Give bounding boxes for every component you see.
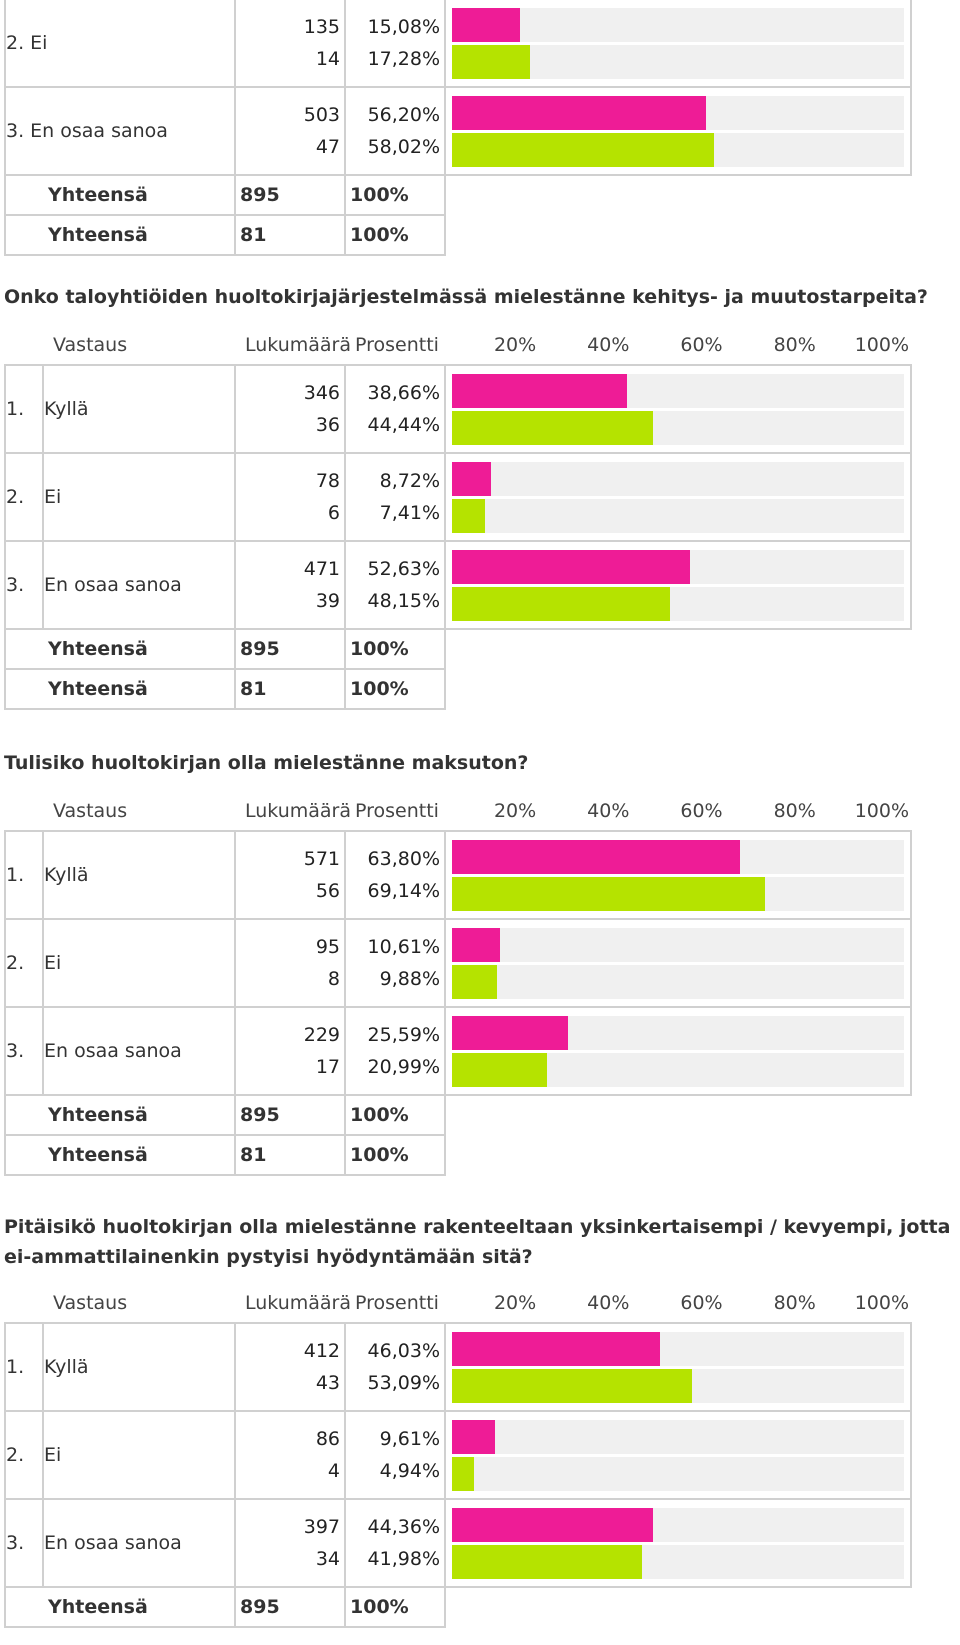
- bar-track: [452, 1457, 904, 1491]
- answer-number: 1.: [5, 1323, 43, 1411]
- bar-series-a: [452, 8, 520, 42]
- survey-table-2: [4, 792, 912, 1176]
- tick-label: 20%: [493, 334, 537, 356]
- percent-a: 10,61%: [367, 936, 440, 958]
- percent-a: 38,66%: [367, 382, 440, 404]
- header-lukumaara: Lukumäärä: [245, 334, 352, 356]
- count-b: 14: [315, 48, 341, 70]
- answer-label: Kyllä: [43, 1323, 235, 1411]
- bar-track: [452, 1545, 904, 1579]
- answer-number: 1.: [5, 365, 43, 453]
- count-a: 135: [303, 16, 341, 38]
- bar-series-a: [452, 1508, 653, 1542]
- table-header: [5, 326, 911, 365]
- answer-number: 3.: [5, 541, 43, 629]
- total-count: 895: [235, 1095, 345, 1135]
- total-label: Yhteensä: [5, 1587, 235, 1627]
- count-a: 78: [315, 470, 340, 492]
- bar-series-b: [452, 1457, 474, 1491]
- total-percent: 100%: [345, 629, 445, 669]
- bar-series-b: [452, 587, 670, 621]
- percent-a: 52,63%: [367, 558, 440, 580]
- bar-series-b: [452, 1369, 692, 1403]
- percent-a: 8,72%: [379, 470, 440, 492]
- bar-series-a: [452, 1016, 568, 1050]
- answer-row: [5, 87, 911, 175]
- total-percent: 100%: [345, 1135, 445, 1175]
- count-b: 43: [315, 1372, 340, 1394]
- total-row: [5, 629, 911, 669]
- count-b: 17: [315, 1056, 340, 1078]
- tick-label: 100%: [854, 334, 910, 356]
- question-title: Tulisiko huoltokirjan olla mielestänne maksuton?: [4, 752, 529, 774]
- answer-label: Ei: [43, 1411, 235, 1499]
- answer-number: 3.: [5, 1007, 43, 1095]
- bar-track: [452, 1420, 904, 1454]
- table-header: [5, 1284, 911, 1323]
- bar-series-a: [452, 840, 740, 874]
- tick-label: 20%: [493, 800, 537, 822]
- total-row: [5, 1587, 911, 1627]
- count-b: 8: [327, 968, 340, 990]
- bar-track: [452, 587, 904, 621]
- total-label: Yhteensä: [5, 175, 235, 215]
- tick-label: 60%: [680, 1292, 723, 1314]
- table-header: [5, 792, 911, 831]
- tick-label: 100%: [854, 1292, 910, 1314]
- bar-track: [452, 550, 904, 584]
- bar-series-b: [452, 133, 714, 167]
- total-row: [5, 1135, 911, 1175]
- count-b: 39: [315, 590, 340, 612]
- count-a: 229: [303, 1024, 340, 1046]
- percent-a: 44,36%: [367, 1516, 440, 1538]
- percent-a: 46,03%: [367, 1340, 440, 1362]
- total-count: 895: [235, 629, 345, 669]
- total-count: 81: [235, 1135, 345, 1175]
- bar-series-b: [452, 411, 653, 445]
- percent-b: 44,44%: [367, 414, 440, 436]
- header-prosentti: Prosentti: [355, 1292, 439, 1314]
- bar-track: [452, 462, 904, 496]
- bar-series-a: [452, 1332, 660, 1366]
- answer-row: [5, 453, 911, 541]
- count-b: 6: [327, 502, 340, 524]
- answer-row: [5, 0, 911, 87]
- bar-series-a: [452, 550, 690, 584]
- bar-track: [452, 877, 904, 911]
- header-lukumaara: Lukumäärä: [245, 800, 352, 822]
- bar-series-a: [452, 374, 627, 408]
- answer-label: En osaa sanoa: [43, 1007, 235, 1095]
- percent-b: 53,09%: [367, 1372, 440, 1394]
- total-count: 81: [235, 669, 345, 709]
- header-prosentti: Prosentti: [355, 334, 439, 356]
- bar-track: [452, 1053, 904, 1087]
- survey-table-1: [4, 326, 912, 710]
- scale-ticks: [445, 792, 911, 830]
- count-b: 36: [315, 414, 340, 436]
- bar-track: [452, 840, 904, 874]
- percent-a: 56,20%: [367, 104, 441, 126]
- answer-row: [5, 919, 911, 1007]
- bar-series-b: [452, 499, 485, 533]
- total-percent: 100%: [345, 669, 445, 709]
- percent-b: 69,14%: [367, 880, 440, 902]
- total-percent: 100%: [345, 215, 445, 255]
- tick-label: 60%: [680, 800, 723, 822]
- tick-label: 40%: [587, 1292, 630, 1314]
- count-a: 346: [303, 382, 340, 404]
- tick-label: 60%: [680, 334, 723, 356]
- tick-label: 80%: [773, 1292, 816, 1314]
- bar-track: [452, 1369, 904, 1403]
- total-label: Yhteensä: [5, 215, 235, 255]
- answer-number: 1.: [5, 831, 43, 919]
- bar-track: [452, 45, 904, 79]
- question-title: Pitäisikö huoltokirjan olla mielestänne rakenteeltaan yksinkertaisempi / kevyempi, jotta ei-ammattilainenkin pystyisi hyödyntämään sitä?: [4, 1216, 951, 1268]
- total-row: [5, 215, 911, 255]
- bar-track: [452, 1332, 904, 1366]
- bar-series-a: [452, 928, 500, 962]
- count-b: 47: [315, 136, 341, 158]
- answer-label: 3. En osaa sanoa: [5, 87, 235, 175]
- header-lukumaara: Lukumäärä: [245, 1292, 352, 1314]
- answer-label: Kyllä: [43, 365, 235, 453]
- survey-table-0: [4, 0, 912, 256]
- answer-row: [5, 831, 911, 919]
- total-label: Yhteensä: [5, 1135, 235, 1175]
- bar-track: [452, 411, 904, 445]
- answer-label: 2. Ei: [5, 0, 235, 87]
- answer-row: [5, 365, 911, 453]
- bar-track: [452, 133, 904, 167]
- count-a: 397: [303, 1516, 340, 1538]
- count-a: 86: [315, 1428, 340, 1450]
- scale-ticks: [445, 326, 911, 364]
- answer-row: [5, 1499, 911, 1587]
- percent-b: 9,88%: [379, 968, 440, 990]
- answer-row: [5, 1007, 911, 1095]
- bar-track: [452, 499, 904, 533]
- tick-label: 40%: [587, 800, 630, 822]
- count-b: 4: [327, 1460, 340, 1482]
- answer-number: 2.: [5, 919, 43, 1007]
- total-count: 895: [235, 175, 345, 215]
- tick-label: 100%: [854, 800, 910, 822]
- total-row: [5, 175, 911, 215]
- count-a: 471: [303, 558, 340, 580]
- answer-row: [5, 1411, 911, 1499]
- percent-a: 25,59%: [367, 1024, 440, 1046]
- answer-number: 3.: [5, 1499, 43, 1587]
- bar-series-a: [452, 462, 491, 496]
- tick-label: 80%: [773, 334, 816, 356]
- question-title: Onko taloyhtiöiden huoltokirjajärjestelmässä mielestänne kehitys- ja muutostarpeita?: [4, 286, 928, 308]
- header-vastaus: Vastaus: [53, 1292, 128, 1314]
- percent-b: 17,28%: [367, 48, 441, 70]
- answer-label: En osaa sanoa: [43, 541, 235, 629]
- total-percent: 100%: [345, 175, 445, 215]
- count-a: 503: [303, 104, 341, 126]
- percent-b: 58,02%: [367, 136, 441, 158]
- header-vastaus: Vastaus: [53, 334, 128, 356]
- bar-series-a: [452, 96, 706, 130]
- bar-track: [452, 374, 904, 408]
- percent-b: 7,41%: [379, 502, 440, 524]
- bar-series-a: [452, 1420, 495, 1454]
- bar-track: [452, 965, 904, 999]
- scale-ticks: [445, 1284, 911, 1322]
- bar-track: [452, 1508, 904, 1542]
- total-count: 81: [235, 215, 345, 255]
- count-a: 571: [303, 848, 340, 870]
- answer-row: [5, 541, 911, 629]
- total-percent: 100%: [345, 1587, 445, 1627]
- answer-label: Ei: [43, 919, 235, 1007]
- percent-b: 48,15%: [367, 590, 440, 612]
- bar-series-b: [452, 1545, 642, 1579]
- bar-track: [452, 8, 904, 42]
- percent-b: 20,99%: [367, 1056, 440, 1078]
- count-a: 412: [303, 1340, 340, 1362]
- header-vastaus: Vastaus: [53, 800, 128, 822]
- bar-track: [452, 1016, 904, 1050]
- bar-track: [452, 928, 904, 962]
- percent-b: 4,94%: [379, 1460, 440, 1482]
- total-percent: 100%: [345, 1095, 445, 1135]
- total-label: Yhteensä: [5, 669, 235, 709]
- answer-label: Kyllä: [43, 831, 235, 919]
- count-a: 95: [315, 936, 340, 958]
- percent-a: 15,08%: [367, 16, 441, 38]
- answer-row: [5, 1323, 911, 1411]
- bar-track: [452, 96, 904, 130]
- answer-label: En osaa sanoa: [43, 1499, 235, 1587]
- total-label: Yhteensä: [5, 1095, 235, 1135]
- tick-label: 20%: [493, 1292, 537, 1314]
- answer-label: Ei: [43, 453, 235, 541]
- survey-table-3: [4, 1284, 912, 1628]
- total-row: [5, 669, 911, 709]
- header-prosentti: Prosentti: [355, 800, 439, 822]
- answer-number: 2.: [5, 1411, 43, 1499]
- total-label: Yhteensä: [5, 629, 235, 669]
- percent-a: 63,80%: [367, 848, 440, 870]
- tick-label: 40%: [587, 334, 630, 356]
- count-b: 56: [315, 880, 340, 902]
- tick-label: 80%: [773, 800, 816, 822]
- bar-series-b: [452, 877, 765, 911]
- bar-series-b: [452, 1053, 547, 1087]
- total-count: 895: [235, 1587, 345, 1627]
- total-row: [5, 1095, 911, 1135]
- percent-a: 9,61%: [379, 1428, 440, 1450]
- answer-number: 2.: [5, 453, 43, 541]
- bar-series-b: [452, 965, 497, 999]
- bar-series-b: [452, 45, 530, 79]
- count-b: 34: [315, 1548, 340, 1570]
- percent-b: 41,98%: [367, 1548, 440, 1570]
